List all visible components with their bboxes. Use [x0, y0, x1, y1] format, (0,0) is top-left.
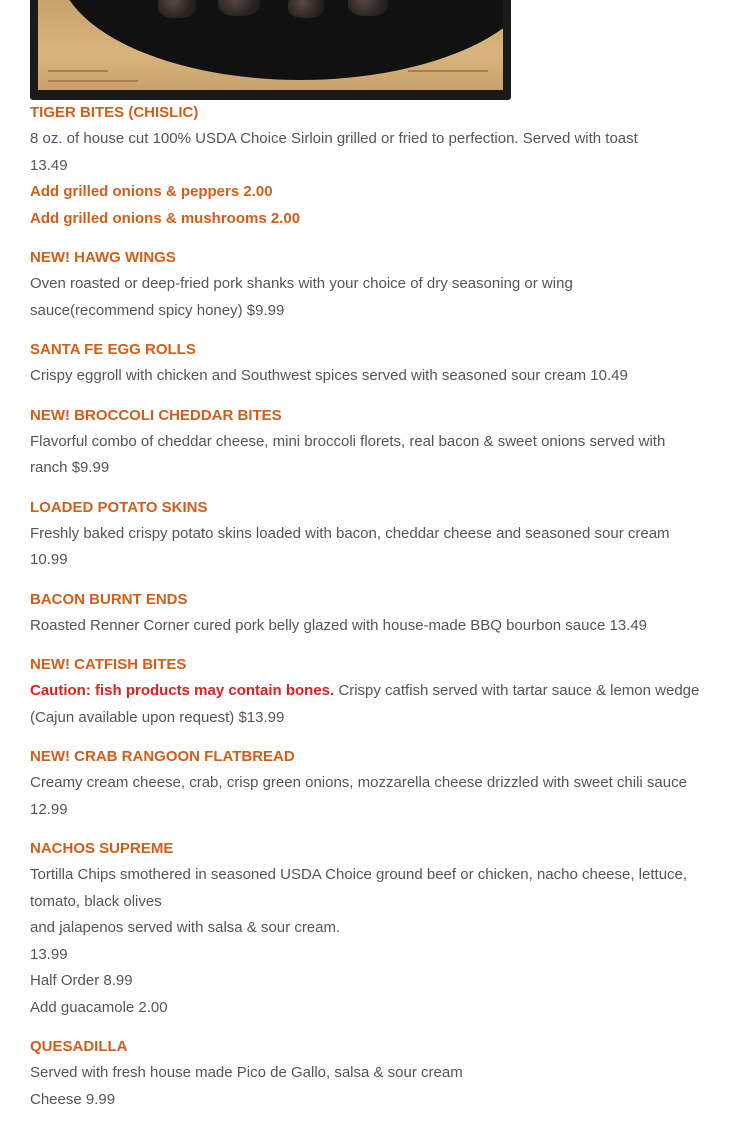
photo-background: [38, 0, 503, 90]
item-price: 13.99: [30, 945, 68, 963]
item-description: and jalapenos served with salsa & sour cream.: [30, 919, 341, 936]
plate: [58, 0, 503, 80]
item-description: Served with fresh house made Pico de Gallo, salsa & sour cream: [30, 1064, 463, 1081]
item-title: LOADED POTATO SKINS: [30, 498, 208, 516]
item-description: Roasted Renner Corner cured pork belly glazed with house-made BBQ bourbon sauce 13.49: [30, 616, 648, 634]
item-title: QUESADILLA: [30, 1038, 128, 1055]
menu-item-crab-flatbread: [30, 744, 700, 823]
item-title: BACON BURNT ENDS: [30, 590, 188, 608]
menu-item-burnt-ends: [30, 587, 700, 640]
menu-item-broccoli-bites: [30, 403, 700, 482]
menu-item-potato-skins: [30, 495, 700, 574]
item-title: NEW! CRAB RANGOON FLATBREAD: [30, 748, 295, 765]
item-title: TIGER BITES (CHISLIC): [30, 104, 199, 121]
item-addon: Add grilled onions & peppers 2.00: [30, 183, 273, 200]
item-title: NACHOS SUPREME: [30, 840, 174, 857]
item-price: 13.49: [30, 156, 68, 174]
item-addon: Add guacamole 2.00: [30, 998, 168, 1016]
menu-item-egg-rolls: [30, 337, 700, 390]
food-photo: [30, 0, 511, 100]
item-title: NEW! CATFISH BITES: [30, 656, 187, 673]
item-description: Tortilla Chips smothered in seasoned USDA Choice ground beef or chicken, nacho cheese, lettuce, tomato, black olives: [30, 866, 688, 910]
menu-item-tiger-bites: [30, 100, 700, 232]
item-description: Oven roasted or deep-fried pork shanks with your choice of dry seasoning or wing sauce(recommend spicy honey) $9.99: [30, 275, 573, 319]
menu-item-hawg-wings: [30, 245, 700, 324]
item-title: NEW! BROCCOLI CHEDDAR BITES: [30, 406, 282, 424]
item-description-text: Crispy catfish served with tartar sauce & lemon wedge (Cajun available upon request) $13.99: [30, 682, 700, 726]
item-description: Creamy cream cheese, crab, crisp green onions, mozzarella cheese drizzled with sweet chili sauce 12.99: [30, 774, 687, 818]
item-title: NEW! HAWG WINGS: [30, 249, 176, 266]
caution-note: Caution: fish products may contain bones.: [30, 682, 335, 699]
menu-item-nachos: [30, 836, 700, 1021]
item-addon: Add grilled onions & mushrooms 2.00: [30, 209, 301, 227]
menu-item-catfish-bites: [30, 652, 700, 731]
menu-list: [30, 100, 700, 1126]
item-description: [30, 678, 700, 731]
item-title: SANTA FE EGG ROLLS: [30, 341, 196, 358]
item-half-order: Half Order 8.99: [30, 972, 133, 989]
item-description: Flavorful combo of cheddar cheese, mini broccoli florets, real bacon & sweet onions served with ranch $9.99: [30, 432, 666, 476]
menu-item-quesadilla: [30, 1034, 700, 1113]
item-description: Crispy eggroll with chicken and Southwest spices served with seasoned sour cream 10.49: [30, 367, 628, 384]
item-description: Freshly baked crispy potato skins loaded with bacon, cheddar cheese and seasoned sour cream 10.99: [30, 524, 670, 568]
item-description: 8 oz. of house cut 100% USDA Choice Sirloin grilled or fried to perfection. Served with toast: [30, 130, 638, 147]
item-price: Cheese 9.99: [30, 1090, 116, 1108]
